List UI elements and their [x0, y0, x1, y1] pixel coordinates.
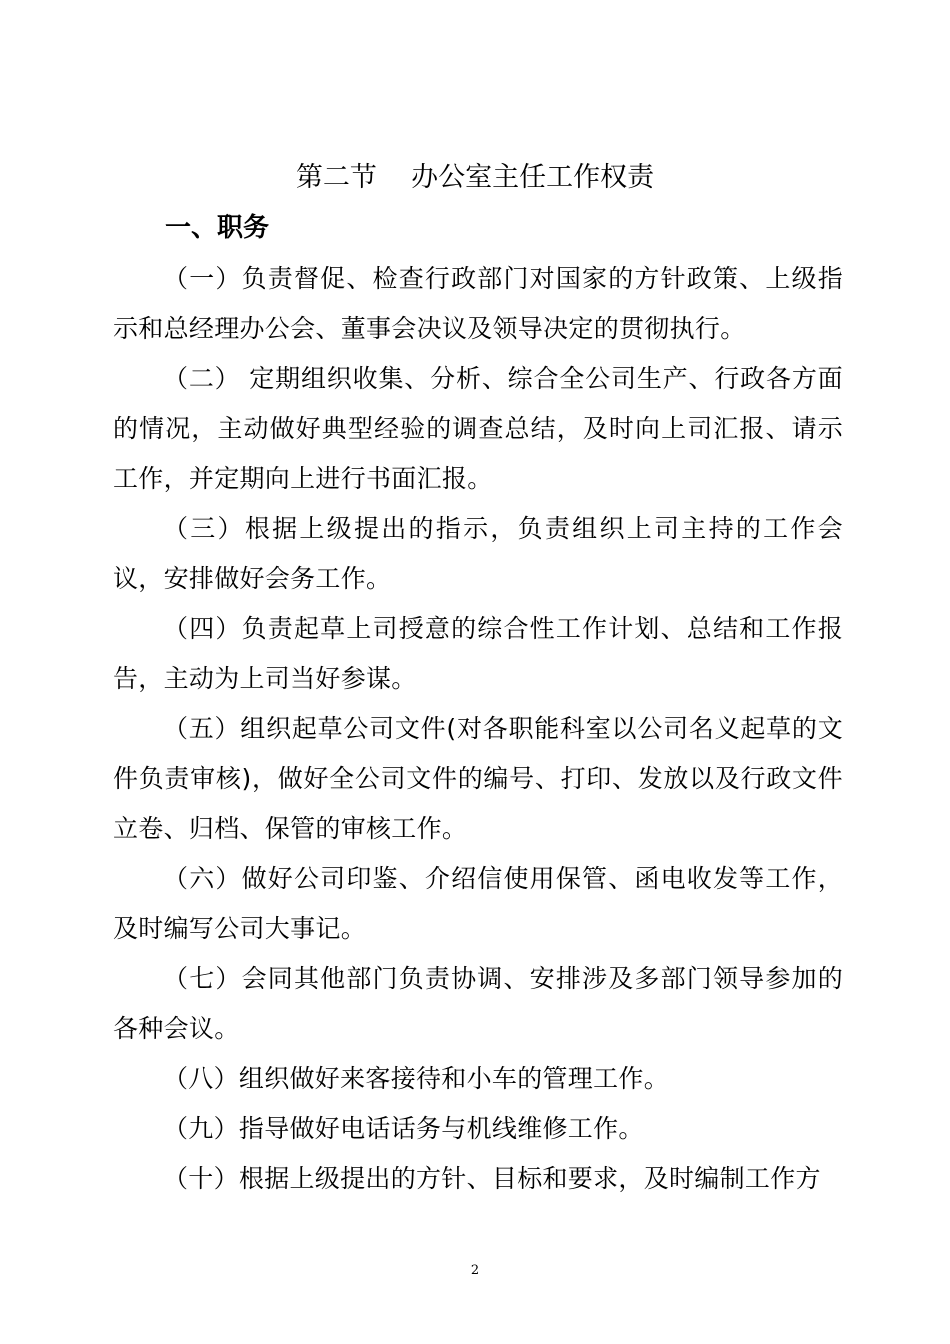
paragraph-4: （四）负责起草上司授意的综合性工作计划、总结和工作报告，主动为上司当好参谋。 [113, 614, 843, 693]
section-heading: 一、职务 [165, 213, 270, 243]
document-body [113, 254, 843, 1204]
paragraph-3: （三）根据上级提出的指示，负责组织上司主持的工作会议，安排做好会务工作。 [113, 514, 843, 593]
section-title: 第二节 办公室主任工作权责 [295, 162, 655, 193]
paragraph-1: （一）负责督促、检查行政部门对国家的方针政策、上级指示和总经理办公会、董事会决议及领导决定的贯彻执行。 [113, 264, 843, 343]
paragraph-10: （十）根据上级提出的方针、目标和要求，及时编制工作方 [163, 1164, 821, 1193]
paragraph-2: （二） 定期组织收集、分析、综合全公司生产、行政各方面的情况，主动做好典型经验的调查总结，及时向上司汇报、请示工作，并定期向上进行书面汇报。 [113, 364, 843, 493]
paragraph-8: （八）组织做好来客接待和小车的管理工作。 [163, 1064, 670, 1093]
page-number: 2 [470, 1263, 480, 1278]
paragraph-9: （九）指导做好电话话务与机线维修工作。 [163, 1114, 644, 1143]
paragraph-6: （六）做好公司印鉴、介绍信使用保管、函电收发等工作，及时编写公司大事记。 [113, 864, 843, 943]
paragraph-7: （七）会同其他部门负责协调、安排涉及多部门领导参加的各种会议。 [113, 964, 843, 1043]
paragraph-5: （五）组织起草公司文件(对各职能科室以公司名义起草的文件负责审核)，做好全公司文件的编号、打印、发放以及行政文件立卷、归档、保管的审核工作。 [113, 714, 843, 843]
